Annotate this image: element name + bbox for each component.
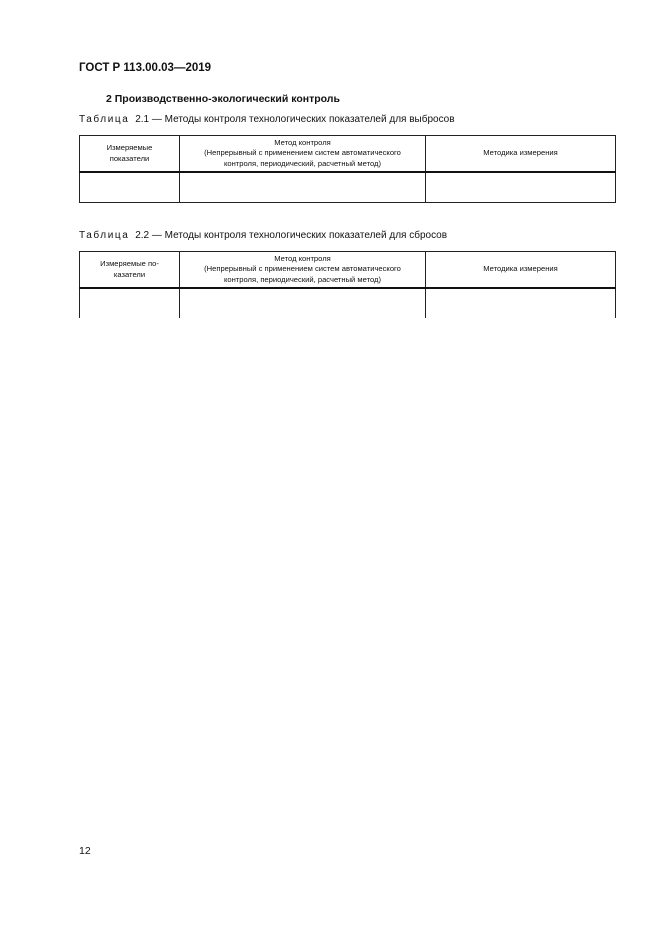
table-2-1 (79, 135, 616, 203)
document-code: ГОСТ Р 113.00.03—2019 (79, 62, 212, 74)
table-caption-2-1 (79, 114, 455, 125)
table-caption-text: 2.1 — Методы контроля технологических показателей для выбросов (135, 114, 455, 125)
table-2-2 (79, 251, 616, 318)
header-cell-control-method (180, 136, 426, 173)
table-cell (80, 288, 180, 318)
table-cell (80, 172, 180, 203)
header-cell-measurement-method: Методика измерения (426, 252, 616, 289)
table-header-row (80, 136, 616, 173)
header-line: казатели (113, 269, 146, 279)
table-header-row (80, 252, 616, 289)
header-line: (Непрерывный с применением систем автоматического (204, 148, 401, 158)
header-line: контроля, периодический, расчетный метод) (223, 274, 382, 284)
header-line: Измеряемые (106, 143, 153, 152)
header-cell-measured-indicators (80, 252, 180, 289)
page-number: 12 (79, 845, 91, 857)
table-caption-text: 2.2 — Методы контроля технологических показателей для сбросов (135, 230, 448, 241)
table-row (80, 288, 616, 318)
header-cell-control-method (180, 252, 426, 289)
header-line: показатели (109, 153, 150, 163)
header-line: Метод контроля (274, 137, 331, 147)
header-line: Метод контроля (274, 253, 331, 263)
section-title: 2 Производственно-экологический контроль (106, 93, 340, 105)
table-cell (426, 172, 616, 203)
table-caption-2-2 (79, 230, 447, 241)
header-cell-measured-indicators (80, 136, 180, 173)
table-label: Таблица (79, 114, 130, 125)
table-cell (180, 288, 426, 318)
header-line: контроля, периодический, расчетный метод) (223, 158, 382, 168)
table-cell (426, 288, 616, 318)
table-label: Таблица (79, 230, 130, 241)
header-line: (Непрерывный с применением систем автоматического (204, 264, 401, 274)
header-cell-measurement-method: Методика измерения (426, 136, 616, 173)
table-cell (180, 172, 426, 203)
header-line: Измеряемые по- (100, 259, 159, 268)
table-row (80, 172, 616, 203)
